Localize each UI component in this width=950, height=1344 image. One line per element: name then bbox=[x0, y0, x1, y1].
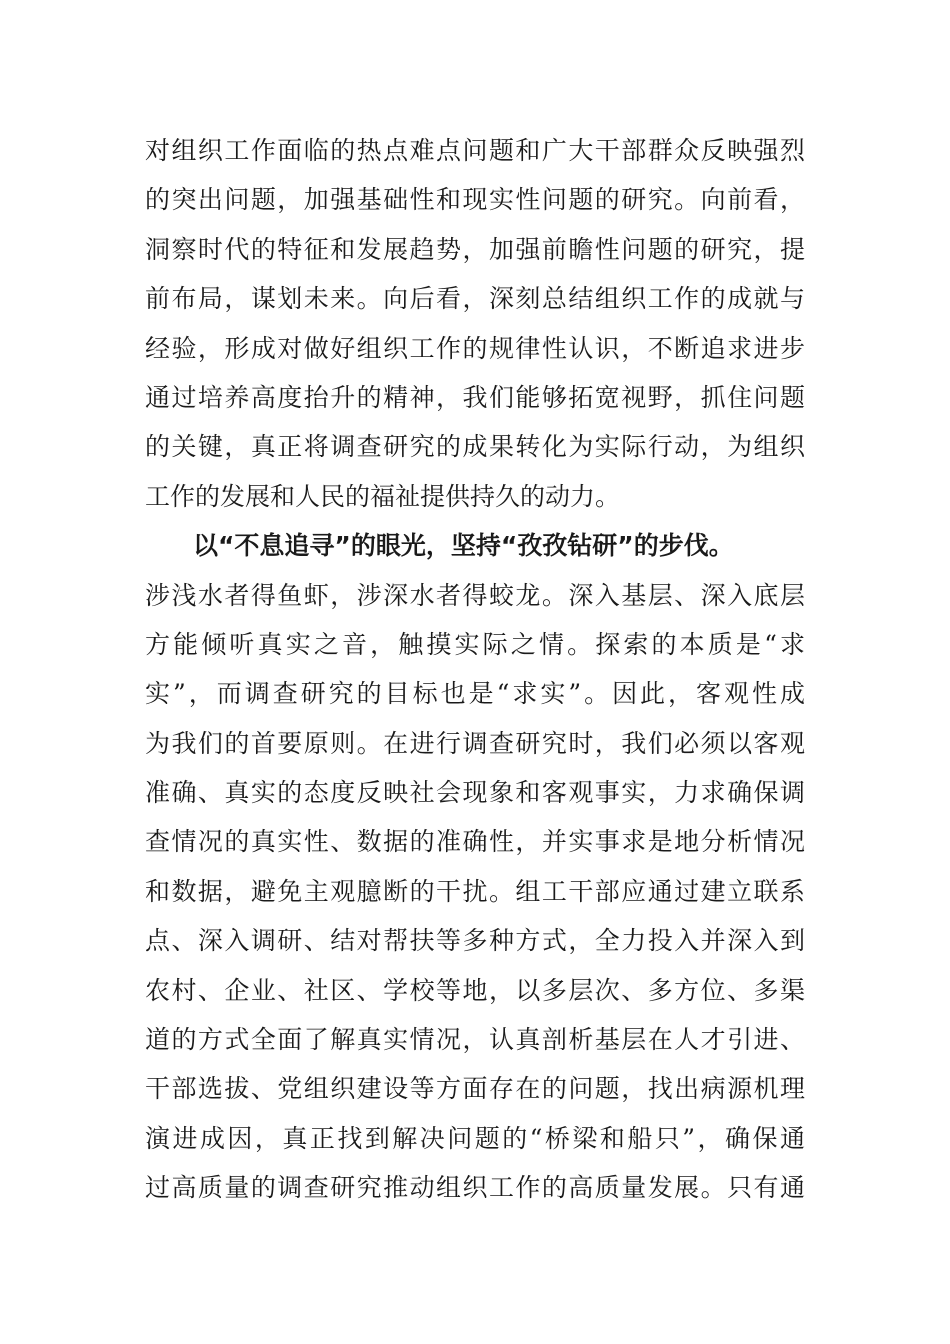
paragraph-line: 对组织工作面临的热点难点问题和广大干部群众反映强烈 bbox=[145, 136, 805, 165]
paragraph-line: 点、深入调研、结对帮扶等多种方式，全力投入并深入到 bbox=[145, 926, 805, 956]
paragraph-line: 前布局，谋划未来。向后看，深刻总结组织工作的成就与 bbox=[145, 284, 805, 314]
paragraph-line: 工作的发展和人民的福祉提供持久的动力。 bbox=[145, 481, 621, 511]
paragraph-line: 干部选拔、党组织建设等方面存在的问题，找出病源机理 bbox=[145, 1074, 805, 1104]
paragraph-line: 涉浅水者得鱼虾，涉深水者得蛟龙。深入基层、深入底层 bbox=[145, 580, 805, 610]
paragraph-line: 通过培养高度抬升的精神，我们能够拓宽视野，抓住问题 bbox=[145, 382, 805, 412]
document-body bbox=[145, 126, 805, 1213]
paragraph-line: 的突出问题，加强基础性和现实性问题的研究。向前看， bbox=[145, 185, 805, 215]
paragraph-line: 和数据，避免主观臆断的干扰。组工干部应通过建立联系 bbox=[145, 876, 805, 906]
paragraph-line: 方能倾听真实之音，触摸实际之情。探索的本质是“求 bbox=[145, 629, 805, 659]
paragraph-line: 为我们的首要原则。在进行调查研究时，我们必须以客观 bbox=[145, 728, 805, 758]
paragraph-line: 查情况的真实性、数据的准确性，并实事求是地分析情况 bbox=[145, 827, 805, 857]
paragraph-line: 洞察时代的特征和发展趋势，加强前瞻性问题的研究，提 bbox=[145, 234, 805, 264]
paragraph-line: 准确、真实的态度反映社会现象和客观事实，力求确保调 bbox=[145, 778, 805, 808]
paragraph-line: 的关键，真正将调查研究的成果转化为实际行动，为组织 bbox=[145, 432, 805, 462]
paragraph-line: 过高质量的调查研究推动组织工作的高质量发展。只有通 bbox=[145, 1173, 805, 1203]
paragraph-line: 经验，形成对做好组织工作的规律性认识，不断追求进步 bbox=[145, 333, 805, 363]
paragraph-line: 道的方式全面了解真实情况，认真剖析基层在人才引进、 bbox=[145, 1025, 805, 1055]
paragraph-line: 农村、企业、社区、学校等地，以多层次、多方位、多渠 bbox=[145, 975, 805, 1005]
paragraph-line: 演进成因，真正找到解决问题的“桥梁和船只”，确保通 bbox=[145, 1123, 805, 1153]
section-heading: 以“不息追寻”的眼光，坚持“孜孜钻研”的步伐。 bbox=[193, 531, 734, 561]
paragraph-line: 实”，而调查研究的目标也是“求实”。因此，客观性成 bbox=[145, 679, 805, 709]
